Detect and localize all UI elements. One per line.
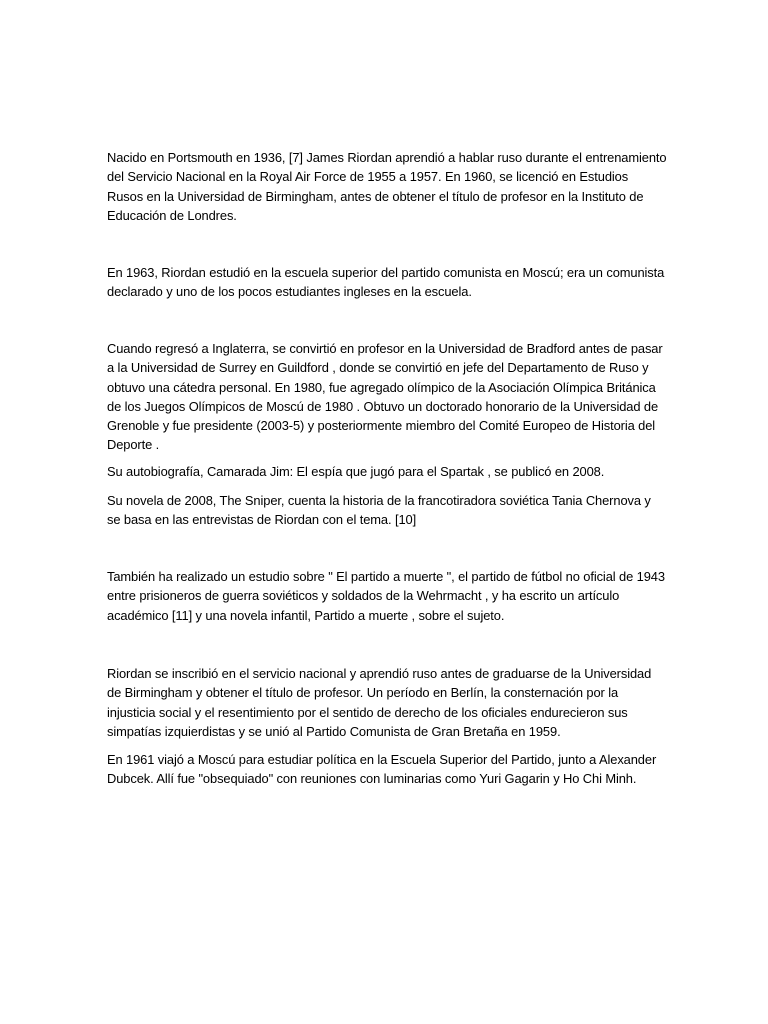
paragraph-moscow-1963: En 1963, Riordan estudió en la escuela superior del partido comunista en Moscú; era un comunista declarado y uno de los pocos estudiantes ingleses en la escuela. (107, 265, 665, 300)
paragraph-autobiography: Su autobiografía, Camarada Jim: El espía que jugó para el Spartak , se publicó en 2008. (107, 464, 605, 479)
paragraph-national-service: Riordan se inscribió en el servicio nacional y aprendió ruso antes de graduarse de la Universidad de Birmingham y obtener el título de profesor. Un período en Berlín, la consternación por la injusticia social y el resentimiento por el sentido de derecho de los oficiales endurecieron sus simpatías izquierdistas y se unió al Partido Comunista de Gran Bretaña en 1959. (107, 666, 652, 739)
paragraph-death-match: También ha realizado un estudio sobre " El partido a muerte ", el partido de fútbol no oficial de 1943 entre prisioneros de guerra soviéticos y soldados de la Wehrmacht , y ha escrito un artículo académico [11] y una novela infantil, Partido a muerte , sobre el sujeto. (107, 569, 665, 623)
paragraph-birth-education: Nacido en Portsmouth en 1936, [7] James Riordan aprendió a hablar ruso durante el entrenamiento del Servicio Nacional en la Royal Air Force de 1955 a 1957. En 1960, se licenció en Estudios Rusos en la Universidad de Birmingham, antes de obtener el título de profesor en la Instituto de Educación de Londres. (107, 150, 667, 223)
paragraph-academic-career: Cuando regresó a Inglaterra, se convirtió en profesor en la Universidad de Bradford antes de pasar a la Universidad de Surrey en Guildford , donde se convirtió en jefe del Departamento de Ruso y obtuvo una cátedra personal. En 1980, fue agregado olímpico de la Asociación Olímpica Británica de los Juegos Olímpicos de Moscú de 1980 . Obtuvo un doctorado honorario de la Universidad de Grenoble y fue presidente (2003-5) y posteriormente miembro del Comité Europeo de Historia del Deporte . (107, 341, 663, 453)
paragraph-the-sniper: Su novela de 2008, The Sniper, cuenta la historia de la francotiradora soviética Tania Chernova y se basa en las entrevistas de Riordan con el tema. [10] (107, 493, 651, 528)
paragraph-moscow-1961: En 1961 viajó a Moscú para estudiar política en la Escuela Superior del Partido, junto a Alexander Dubcek. Allí fue "obsequiado" con reuniones con luminarias como Yuri Gagarin y Ho Chi Minh. (107, 752, 657, 787)
